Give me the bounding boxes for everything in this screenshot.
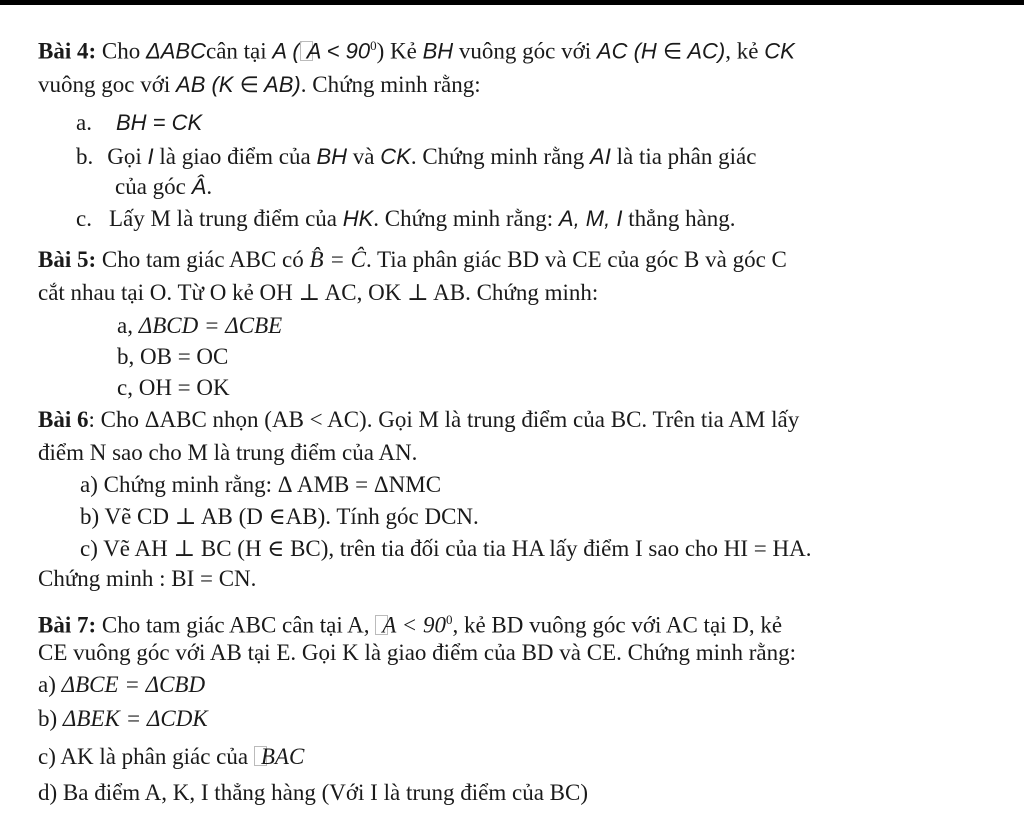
item-label: a)	[38, 672, 62, 697]
math: ΔBCE = ΔCBD	[61, 672, 206, 697]
b4-item-c	[76, 204, 736, 234]
b7-item-c	[38, 742, 304, 772]
superscript: 0	[445, 612, 453, 627]
math: BAC	[260, 744, 305, 769]
b5-item-b: b, OB = OC	[117, 344, 229, 369]
math: ΔBCD = ΔCBE	[138, 313, 283, 338]
text: Cho tam giác ABC cân tại A,	[96, 612, 376, 638]
b6-line-3: Chứng minh : BI = CN.	[38, 566, 257, 591]
text: Lấy M là trung điểm của	[108, 206, 343, 231]
text: và	[347, 144, 381, 169]
text: ) Kẻ	[376, 38, 423, 64]
b4-item-b	[76, 142, 756, 172]
math: A < 90	[306, 38, 371, 64]
text: Cho	[96, 38, 146, 64]
superscript: 0	[370, 38, 377, 53]
b7-item-d: d) Ba điểm A, K, I thẳng hàng (Với I là trung điểm của BC)	[38, 780, 588, 805]
b7-item-a	[38, 670, 205, 700]
text: . Chứng minh rằng:	[373, 206, 559, 231]
b7-item-b	[38, 704, 208, 734]
math: Â	[191, 174, 207, 199]
text: : Cho ΔABC nhọn (AB < AC). Gọi M là trung điểm của BC. Trên tia AM lấy	[88, 407, 800, 432]
b5-item-a	[117, 311, 282, 341]
math: AI	[590, 144, 611, 169]
b4-item-b-cont	[115, 172, 212, 202]
math: A, M, I	[558, 206, 623, 231]
math: I	[147, 144, 154, 169]
text: , kẻ BD vuông góc với AC tại D, kẻ	[452, 612, 783, 638]
math: A (	[272, 38, 300, 64]
b4-item-a	[76, 108, 202, 138]
item-label: a,	[117, 313, 139, 338]
b6-item-b: b) Vẽ CD ⊥ AB (D ∈AB). Tính góc DCN.	[80, 504, 479, 529]
math: AB (K ∈ AB)	[176, 72, 301, 97]
math: CK	[764, 38, 795, 64]
math: ΔABC	[145, 38, 206, 64]
b5-item-c: c, OH = OK	[117, 375, 230, 400]
math: HK	[342, 206, 374, 231]
text: là tia phân giác	[610, 144, 757, 169]
text: Cho tam giác ABC có	[96, 247, 310, 272]
text: .	[206, 174, 213, 199]
text: vuông goc với	[38, 72, 177, 97]
text: . Chứng minh rằng	[410, 144, 591, 169]
text: của góc	[115, 174, 192, 199]
b6-item-c: c) Vẽ AH ⊥ BC (H ∈ BC), trên tia đối của tia HA lấy điểm I sao cho HI = HA.	[80, 536, 812, 561]
b4-line-2	[38, 70, 481, 100]
b6-item-a: a) Chứng minh rằng: Δ AMB = ΔNMC	[80, 472, 442, 497]
item-label: c.	[76, 206, 92, 231]
text: Gọi	[107, 144, 148, 169]
text: , kẻ	[725, 38, 765, 64]
b7-line-1	[38, 605, 782, 641]
text: là giao điểm của	[153, 144, 317, 169]
math: CK	[380, 144, 411, 169]
item-label: b)	[38, 706, 63, 731]
math: BH = CK	[115, 110, 203, 135]
b6-line-1	[38, 405, 799, 435]
b7-line-2: CE vuông góc với AB tại E. Gọi K là giao điểm của BD và CE. Chứng minh rằng:	[38, 640, 796, 665]
b6-line-2: điểm N sao cho M là trung điểm của AN.	[38, 440, 418, 465]
text: thẳng hàng.	[622, 206, 736, 231]
item-label: b.	[76, 144, 94, 169]
math: A < 90	[382, 612, 446, 638]
b5-line-1	[38, 245, 787, 275]
math: AC (H ∈ AC)	[596, 38, 726, 64]
b7-title: Bài 7:	[38, 612, 97, 638]
math: B̂ = Ĉ	[309, 247, 366, 272]
text: . Tia phân giác BD và CE của góc B và góc C	[365, 247, 787, 272]
text: c) AK là phân giác của	[38, 744, 254, 769]
text: . Chứng minh rằng:	[300, 72, 481, 97]
b4-title: Bài 4:	[38, 38, 97, 64]
b5-title: Bài 5:	[38, 247, 97, 272]
b5-line-2: cắt nhau tại O. Từ O kẻ OH ⊥ AC, OK ⊥ AB. Chứng minh:	[38, 280, 599, 305]
text: cân tại	[205, 38, 273, 64]
b6-title: Bài 6	[38, 407, 89, 432]
math: ΔBEK = ΔCDK	[62, 706, 208, 731]
math: BH	[422, 38, 454, 64]
text: vuông góc với	[453, 38, 597, 64]
math: BH	[316, 144, 348, 169]
b4-line-1	[38, 31, 795, 67]
item-label: a.	[76, 110, 92, 135]
